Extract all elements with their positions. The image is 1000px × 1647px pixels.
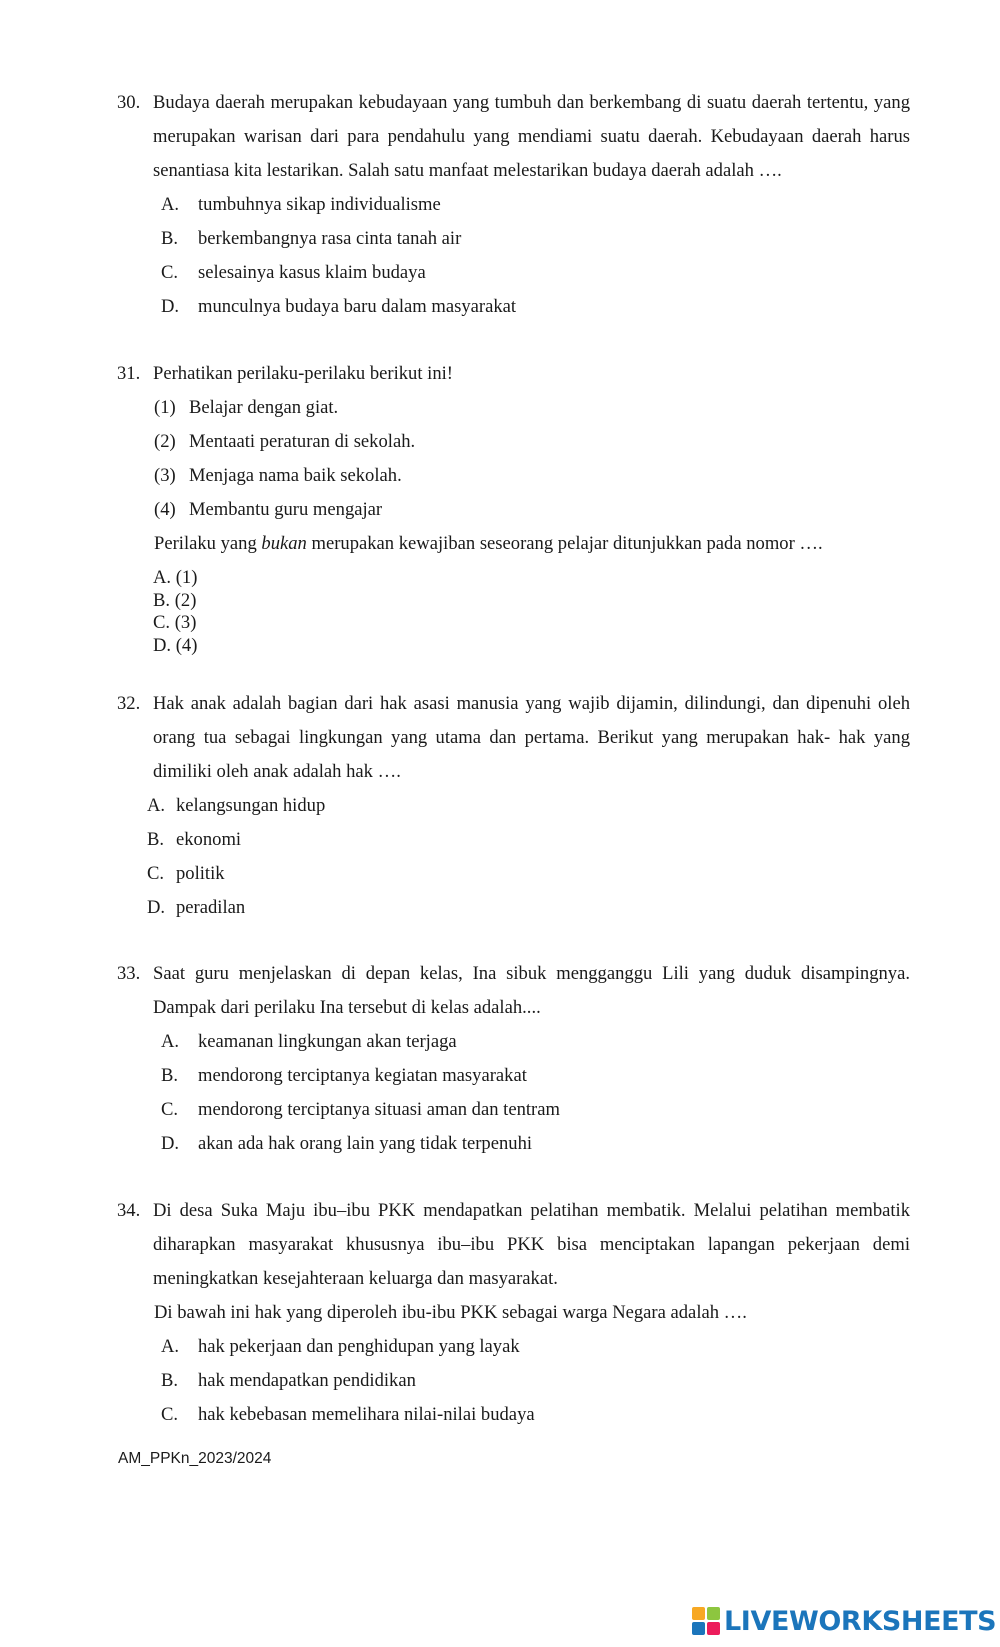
question-34 (117, 1194, 910, 1432)
answer-option-b (117, 823, 910, 857)
option-text: mendorong terciptanya situasi aman dan tentram (198, 1099, 560, 1120)
option-letter: C. (161, 1404, 179, 1425)
question-number: 34. (117, 1200, 141, 1221)
option-letter: A. (161, 194, 180, 215)
statement-text: Mentaati peraturan di sekolah. (189, 431, 416, 452)
statement-text: Menjaga nama baik sekolah. (189, 465, 402, 486)
option-text: akan ada hak orang lain yang tidak terpenuhi (198, 1133, 533, 1154)
answer-option-c (117, 857, 910, 891)
option-letter: B. (161, 1370, 179, 1391)
answer-option-b (117, 222, 910, 256)
question-prompt: Perhatikan perilaku-perilaku berikut ini! (153, 363, 453, 384)
question-34-prompt-block (117, 1194, 910, 1296)
question-31-question (117, 527, 910, 561)
statement-2 (117, 425, 910, 459)
answer-option-d (117, 290, 910, 324)
statement-index: (3) (154, 465, 176, 486)
statement-index: (1) (154, 397, 176, 418)
statement-4 (117, 493, 910, 527)
document-code: AM_PPKn_2023/2024 (118, 1450, 272, 1467)
question-31-prompt-block (117, 357, 910, 391)
question-34-question: Di bawah ini hak yang diperoleh ibu-ibu PKK sebagai warga Negara adalah …. (154, 1302, 747, 1323)
option-letter: A. (147, 795, 166, 816)
option-letter: D. (147, 897, 166, 918)
question-number: 33. (117, 963, 141, 984)
option-text: politik (176, 863, 225, 884)
answer-option-a (117, 1025, 910, 1059)
option-text: berkembangnya rasa cinta tanah air (198, 228, 462, 249)
option-letter: D. (161, 296, 180, 317)
question-30-prompt-block (117, 86, 910, 188)
question-emphasis: bukan (261, 533, 307, 554)
option-text: peradilan (176, 897, 246, 918)
question-prompt: Budaya daerah merupakan kebudayaan yang tumbuh dan berkembang di suatu daerah tertentu, yang merupakan warisan dari para pendahulu yang mendiami suatu daerah. Kebudayaan daerah harus senantiasa kita lestarikan. Salah satu manfaat melestarikan budaya daerah adalah …. (153, 92, 910, 181)
option-letter: A. (161, 1031, 180, 1052)
answer-option-c (117, 1398, 910, 1432)
option-letter: D. (161, 1133, 180, 1154)
question-31 (117, 357, 910, 657)
option-letter: C. (147, 863, 165, 884)
option-text: munculnya budaya baru dalam masyarakat (198, 296, 517, 317)
answer-option-b: B. (2) (153, 589, 197, 611)
liveworksheets-brand[interactable] (692, 1604, 996, 1638)
liveworksheets-logo-icon (692, 1607, 720, 1635)
statement-1 (117, 391, 910, 425)
statement-index: (2) (154, 431, 176, 452)
answer-option-a (117, 1330, 910, 1364)
option-text: hak pekerjaan dan penghidupan yang layak (198, 1336, 520, 1357)
answer-option-c: C. (3) (153, 612, 197, 633)
logo-square-green (707, 1607, 720, 1620)
answer-option-d (117, 891, 910, 925)
answer-option-a: A. (1) (153, 567, 198, 588)
question-number: 30. (117, 92, 141, 113)
question-number: 31. (117, 363, 141, 384)
option-text: hak mendapatkan pendidikan (198, 1370, 416, 1391)
question-prompt: Saat guru menjelaskan di depan kelas, Ina sibuk mengganggu Lili yang duduk disampingnya. Dampak dari perilaku Ina tersebut di kelas adalah.... (153, 963, 910, 1018)
option-letter: B. (161, 228, 179, 249)
option-letter: B. (147, 829, 165, 850)
brand-wordmark: LIVEWORKSHEETS (724, 1605, 997, 1637)
option-text: ekonomi (176, 829, 242, 850)
option-text: hak kebebasan memelihara nilai-nilai budaya (198, 1404, 535, 1425)
question-33-prompt-block (117, 957, 910, 1025)
answer-option-d (117, 1127, 910, 1161)
question-32 (117, 687, 910, 925)
option-letter: A. (161, 1336, 180, 1357)
question-30 (117, 86, 910, 324)
answer-option-c (117, 256, 910, 290)
option-text: keamanan lingkungan akan terjaga (198, 1031, 457, 1052)
option-text: kelangsungan hidup (176, 795, 326, 816)
question-32-prompt-block (117, 687, 910, 789)
statement-text: Belajar dengan giat. (189, 397, 339, 418)
statement-3 (117, 459, 910, 493)
option-text: mendorong terciptanya kegiatan masyarakat (198, 1065, 527, 1086)
statement-index: (4) (154, 499, 176, 520)
question-33 (117, 957, 910, 1161)
question-text-after: merupakan kewajiban seseorang pelajar ditunjukkan pada nomor …. (306, 533, 823, 554)
question-prompt: Hak anak adalah bagian dari hak asasi manusia yang wajib dijamin, dilindungi, dan dipenuhi oleh orang tua sebagai lingkungan yang utama dan pertama. Berikut yang merupakan hak- hak yang dimiliki oleh anak adalah hak …. (153, 693, 910, 782)
answer-option-b (117, 1059, 910, 1093)
option-text: selesainya kasus klaim budaya (198, 262, 426, 283)
option-letter: C. (161, 1099, 179, 1120)
answer-option-c (117, 1093, 910, 1127)
logo-square-orange (692, 1607, 705, 1620)
question-prompt: Di desa Suka Maju ibu–ibu PKK mendapatkan pelatihan membatik. Melalui pelatihan membatik diharapkan masyarakat khususnya ibu–ibu PKK bisa menciptakan lapangan pekerjaan demi meningkatkan kesejahteraan keluarga dan masyarakat. (153, 1200, 910, 1289)
answer-option-d: D. (4) (153, 634, 198, 656)
logo-square-pink (707, 1622, 720, 1635)
option-letter: B. (161, 1065, 179, 1086)
answer-option-b (117, 1364, 910, 1398)
answer-option-a (117, 789, 910, 823)
question-text-before: Perilaku yang (154, 533, 262, 554)
answer-option-a (117, 188, 910, 222)
question-number: 32. (117, 693, 141, 714)
logo-square-blue (692, 1622, 705, 1635)
option-letter: C. (161, 262, 179, 283)
option-text: tumbuhnya sikap individualisme (198, 194, 441, 215)
statement-text: Membantu guru mengajar (189, 499, 383, 520)
